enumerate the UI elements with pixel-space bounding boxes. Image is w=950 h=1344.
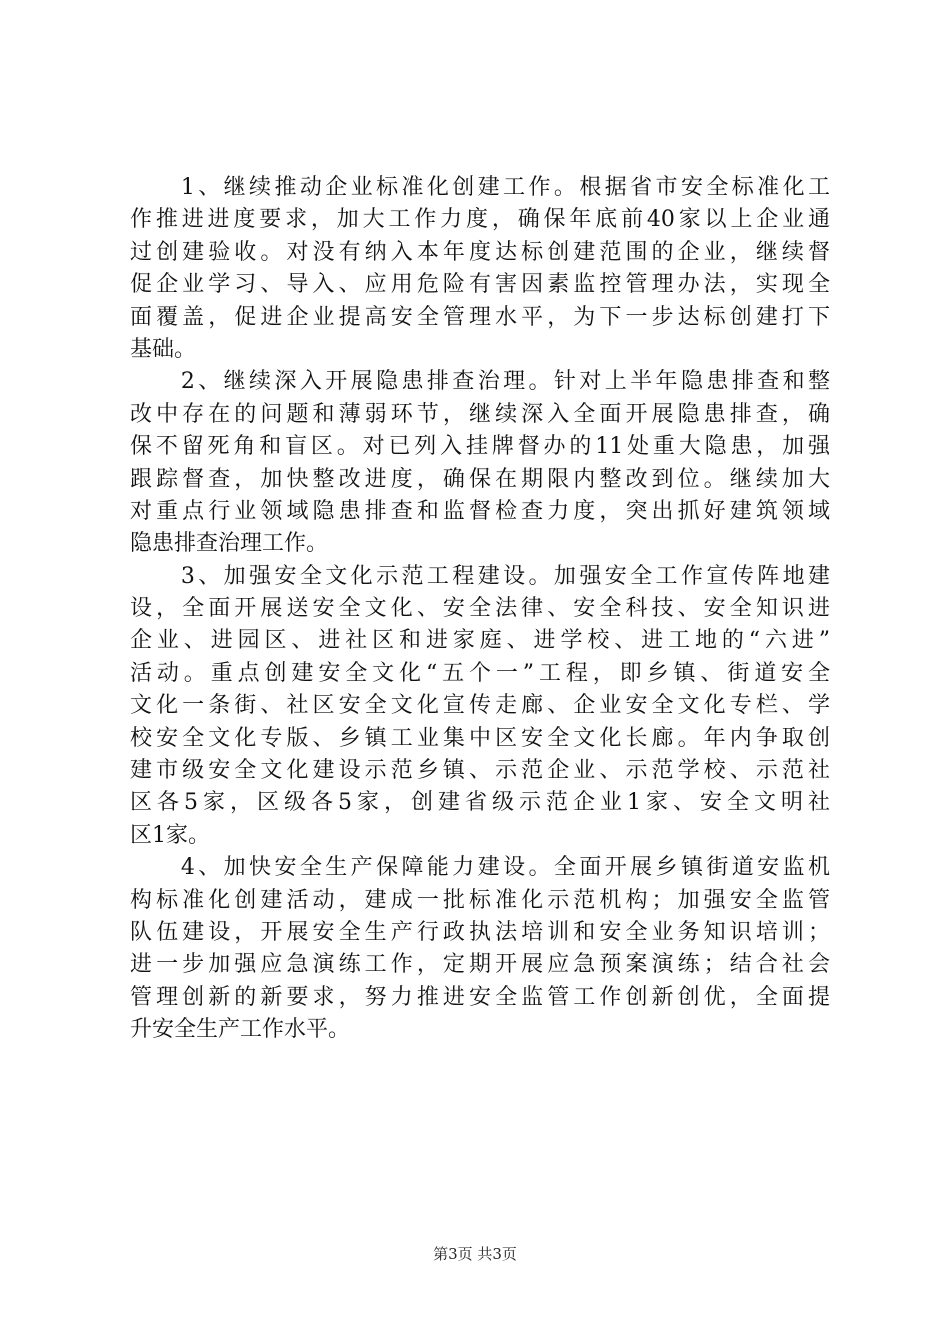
text-line: 隐患排查治理工作。: [130, 531, 329, 557]
text-line: 过创建验收。对没有纳入本年度达标创建范围的企业，继续督: [130, 239, 830, 265]
text-line: 构标准化创建活动，建成一批标准化示范机构；加强安全监管: [130, 887, 830, 913]
text-line: 作推进进度要求，加大工作力度，确保年底前40家以上企业通: [130, 207, 830, 233]
paragraph-2: [130, 366, 830, 560]
text-line: 校安全文化专版、乡镇工业集中区安全文化长廊。年内争取创: [130, 725, 830, 751]
text-line: 升安全生产工作水平。: [130, 1017, 351, 1043]
text-line: 1、继续推动企业标准化创建工作。根据省市安全标准化工: [130, 175, 830, 200]
text-line: 4、加快安全生产保障能力建设。全面开展乡镇街道安监机: [130, 855, 830, 881]
text-line: 进一步加强应急演练工作，定期开展应急预案演练；结合社会: [130, 952, 830, 978]
paragraph-1: [130, 172, 830, 366]
text-line: 对重点行业领域隐患排查和监督检查力度，突出抓好建筑领域: [130, 498, 830, 524]
paragraph-3: [130, 561, 830, 853]
text-line: 活动。重点创建安全文化“五个一”工程，即乡镇、街道安全: [130, 660, 830, 686]
text-line: 跟踪督查，加快整改进度，确保在期限内整改到位。继续加大: [130, 466, 830, 492]
text-line: 设，全面开展送安全文化、安全法律、安全科技、安全知识进: [130, 596, 830, 622]
text-line: 保不留死角和盲区。对已列入挂牌督办的11处重大隐患，加强: [130, 434, 830, 460]
text-line: 基础。: [130, 336, 197, 362]
text-line: 管理创新的新要求，努力推进安全监管工作创新创优，全面提: [130, 984, 830, 1010]
text-line: 队伍建设，开展安全生产行政执法培训和安全业务知识培训；: [130, 919, 830, 945]
document-body: [130, 172, 830, 1047]
text-line: 促企业学习、导入、应用危险有害因素监控管理办法，实现全: [130, 272, 830, 298]
text-line: 区各5家，区级各5家，创建省级示范企业1家、安全文明社: [130, 790, 830, 816]
page-number-footer: 第3页 共3页: [433, 1245, 517, 1263]
text-line: 2、继续深入开展隐患排查治理。针对上半年隐患排查和整: [130, 369, 830, 395]
text-line: 改中存在的问题和薄弱环节，继续深入全面开展隐患排查，确: [130, 401, 830, 427]
text-line: 文化一条街、社区安全文化宣传走廊、企业安全文化专栏、学: [130, 693, 830, 719]
text-line: 3、加强安全文化示范工程建设。加强安全工作宣传阵地建: [130, 563, 830, 589]
text-line: 面覆盖，促进企业提高安全管理水平，为下一步达标创建打下: [130, 304, 830, 330]
text-line: 建市级安全文化建设示范乡镇、示范企业、示范学校、示范社: [130, 758, 830, 784]
text-line: 企业、进园区、进社区和进家庭、进学校、进工地的“六进”: [130, 628, 830, 654]
text-line: 区1家。: [130, 822, 210, 848]
paragraph-4: [130, 852, 830, 1046]
